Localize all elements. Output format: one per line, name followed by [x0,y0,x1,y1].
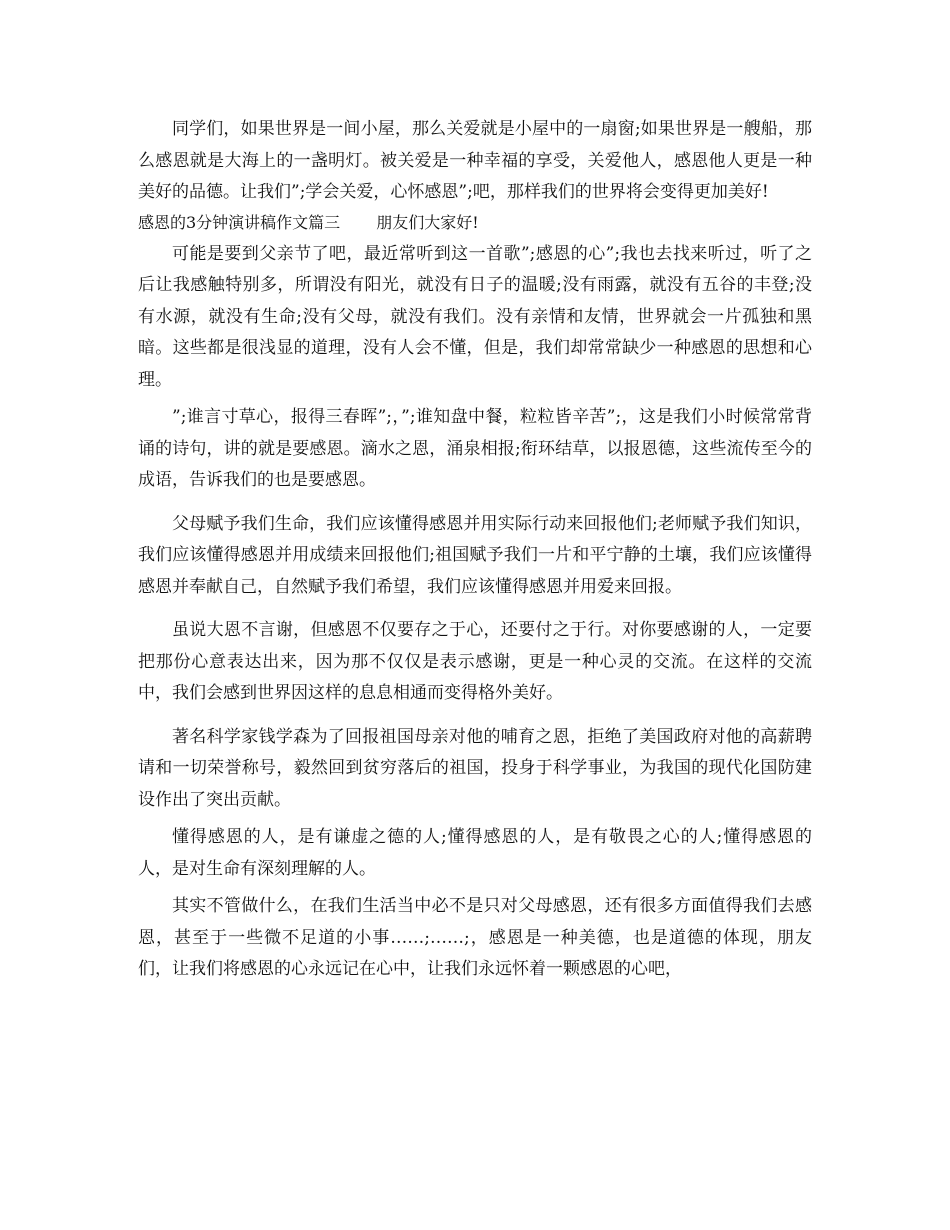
paragraph-conclusion: 其实不管做什么，在我们生活当中必不是只对父母感恩，还有很多方面值得我们去感恩，甚至于一些微不足道的小事……;……;，感恩是一种美德，也是道德的体现，朋友们，让我们将感恩的心永远记在心中，让我们永远怀着一颗感恩的心吧， [138,896,812,979]
heading-title: 感恩的3分钟演讲稿作文篇三 [138,212,341,232]
paragraph-song: 可能是要到父亲节了吧，最近常听到这一首歌”;感恩的心”;我也去找来听过，听了之后让我感触特别多，所谓没有阳光，就没有日子的温暖;没有雨露，就没有五谷的丰登;没有水源，就没有生命;没有父母，就没有我们。没有亲情和友情，世界就会一片孤独和黑暗。这些都是很浅显的道理，没有人会不懂，但是，我们却常常缺少一种感恩的思想和心理。 [138,243,812,390]
section-heading [138,211,812,235]
paragraph-poems: ”;谁言寸草心，报得三春晖”;，”;谁知盘中餐，粒粒皆辛苦”;，这是我们小时候常常背诵的诗句，讲的就是要感恩。滴水之恩，涌泉相报;衔环结草，以报恩德，这些流传至今的成语，告诉我们的也是要感恩。 [138,407,812,490]
paragraph-parents: 父母赋予我们生命，我们应该懂得感恩并用实际行动来回报他们;老师赋予我们知识，我们应该懂得感恩并用成绩来回报他们;祖国赋予我们一片和平宁静的土壤，我们应该懂得感恩并奉献自己，自然赋予我们希望，我们应该懂得感恩并用爱来回报。 [138,513,812,597]
document-body [138,114,812,992]
paragraph-intro: 同学们，如果世界是一间小屋，那么关爱就是小屋中的一扇窗;如果世界是一艘船，那么感恩就是大海上的一盏明灯。被关爱是一种幸福的享受，关爱他人，感恩他人更是一种美好的品德。让我们”;学会关爱，心怀感恩”;吧，那样我们的世界将会变得更加美好! [138,119,812,202]
paragraph-understanding: 懂得感恩的人，是有谦虚之德的人;懂得感恩的人，是有敬畏之心的人;懂得感恩的人，是对生命有深刻理解的人。 [138,827,812,879]
paragraph-qian-xuesen: 著名科学家钱学森为了回报祖国母亲对他的哺育之恩，拒绝了美国政府对他的高薪聘请和一切荣誉称号，毅然回到贫穷落后的祖国，投身于科学事业，为我国的现代化国防建设作出了突出贡献。 [138,726,812,810]
paragraph-gratitude-action: 虽说大恩不言谢，但感恩不仅要存之于心，还要付之于行。对你要感谢的人，一定要把那份心意表达出来，因为那不仅仅是表示感谢，更是一种心灵的交流。在这样的交流中，我们会感到世界因这样的息息相通而变得格外美好。 [138,620,812,703]
heading-greeting: 朋友们大家好! [376,212,479,232]
